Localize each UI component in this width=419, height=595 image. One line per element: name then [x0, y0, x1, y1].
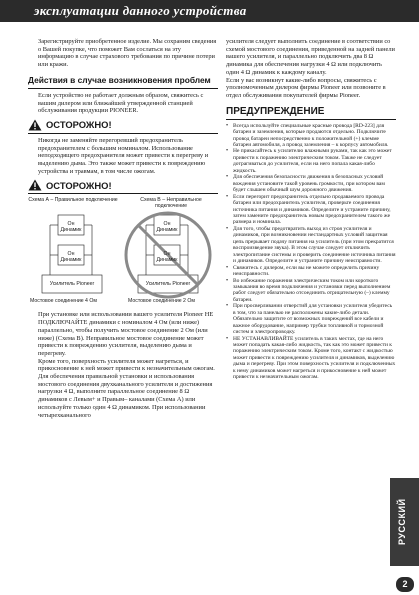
contact-paragraph: Если у вас возникнут какие-либо вопросы, свяжитесь с уполномоченным дилером фирмы Pioneer или позвоните в отдел обслуживания покупателей фирмы Pioneer.: [226, 76, 386, 99]
bridge-connection-diagram: [28, 197, 218, 307]
scheme-b-title: Схема В – Неправильное подключение: [140, 197, 202, 210]
divider: [28, 193, 218, 194]
overheat-paragraph: Кроме того, поверхность усилителя может нагреться, и прикосновение к ней может привести к незначительным ожогам. Для обеспечения правильной установки и использования мостового соединения двухканального усилителя и достижения нагрузки 4 Ω, выполните параллельное соединение 8 Ω динамиков с Левым+ и Правым– каналами (Схема А) или используйте только один 4 Ω динамиком. При использовании четырехканального: [38, 357, 215, 419]
warning-list: [226, 123, 396, 381]
list-item: • Во избежание поражения электрическим током или короткого замыкания во время подключения и установки перед выполнением работ следует обязательно отсоединить отрицательную (–) клемму батареи.: [226, 278, 396, 304]
left-column: [28, 38, 218, 419]
warning-block-1: [28, 119, 218, 131]
list-item: • Если перегорит предохранитель отдельно продаваемого провода батареи или предохранитель усилителя, проверьте соединения источника питания и динамиков. Определите и устраните причину, затем замените предохранитель новым предохранителем такого же размера и номинала.: [226, 194, 396, 226]
problem-paragraph: Если устройство не работает должным образом, свяжитесь с вашим дилером или ближайшей утвержденной станцией обслуживания продукции PIONEER.: [38, 91, 204, 115]
speaker-label: Он Динамик: [156, 251, 178, 264]
warning-heading: ПРЕДУПРЕЖДЕНИЕ: [226, 105, 325, 117]
divider: [28, 88, 218, 89]
header-bar: [0, 0, 419, 22]
speaker-label: Он Динамик: [60, 251, 82, 264]
caption-scheme-b: Мостовое соединение 2 Ом: [128, 298, 195, 305]
amplifier-label: Усилитель Pioneer: [145, 281, 191, 288]
warning-triangle-icon: [28, 179, 42, 191]
caption-scheme-a: Мостовое соединение 4 Ом: [30, 298, 97, 305]
speaker-label: Он Динамик: [60, 221, 82, 234]
list-item: • Свяжитесь с дилером, если вы не можете определить причину неисправности.: [226, 265, 396, 278]
list-item: • Для того, чтобы предотвратить выход из строя усилителя и динамиков, при возникновении нестандартных условий защитная цепь прерывает подачу питания на усилитель (при этом прекратится воспроизведение звука). В этом случае следует отключить электропитание системы и проверить соединение источника питания и динамиков. Определите и устраните причину неисправности.: [226, 226, 396, 265]
amplifier-label: Усилитель Pioneer: [49, 281, 95, 288]
right-column: [226, 38, 396, 381]
list-item: • Всегда используйте специальные красные провода [RD-223] для батареи и заземления, которые продаются отдельно. Подключите провод батареи непосредственно к положительной (+) клемме батареи автомобиля, а провод заземления – к корпусу автомобиля.: [226, 123, 396, 149]
divider: [28, 133, 218, 134]
warning-paragraph-1: Никогда не заменяйте перегоревший предохранитель предохранителем с большим номиналом. Использование неподходящего предохранителя может привести к перегреву и выделению дыма. Это также может привести к повреждению устройства и травмам, в том числе ожогам.: [38, 136, 209, 175]
warning-title-1: ОСТОРОЖНО!: [46, 119, 112, 131]
continuation-paragraph: усилителя следует выполнить соединение в соответствии со схемой мостового соединения, приведенной на задней панели вашего усилителя, и параллельно подключить два 8 Ω динамика для обеспечения нагрузки 4 Ω или подключить один 4 Ω динамик к каждому каналу.: [226, 38, 395, 76]
scheme-a-title: Схема А – Правильное подключение: [28, 197, 118, 204]
language-tab: [390, 478, 419, 566]
language-tab-label: РУССКИЙ: [397, 498, 407, 546]
divider: [226, 119, 396, 120]
list-item: • НЕ УСТАНАВЛИВАЙТЕ усилитель в таких местах, где на него может попадать какая-либо жидкость, так как это может привести к поражению электрическим током. Кроме того, контакт с жидкостью может привести к повреждению усилителя и динамиков, выделению дыма и перегреву. При этом поверхность усилителя и подключенных к нему динамиков может нагреться и прикосновение к ней может привести к незначительным ожогам.: [226, 336, 396, 381]
bridge-paragraph: При установке или использовании вашего усилителя Pioneer НЕ ПОДКЛЮЧАЙТЕ динамики с номиналом 4 Ом (или ниже) параллельно, чтобы получить мостовое соединение 2 Ом (или ниже) (Схема В). Неправильное мостовое соединение может привести к повреждению усилителя, выделению дыма и перегреву.: [38, 311, 214, 357]
problem-heading: Действия в случае возникновения проблем: [28, 74, 211, 85]
intro-paragraph: Зарегистрируйте приобретенное изделие. Мы сохраним сведения о Вашей покупке, что поможет Вам сослаться на эту информацию в случае страхового требования по причине потери или кражи.: [38, 38, 217, 69]
list-item: • Не прикасайтесь к усилителю влажными руками, так как это может привести к поражению электрическим током. Также не следует дотрагиваться до усилителя, если на него попала какая-либо жидкость.: [226, 148, 396, 174]
warning-title-2: ОСТОРОЖНО!: [46, 179, 112, 191]
page-title: эксплуатации данного устройства: [34, 3, 247, 18]
speaker-label: Он Динамик: [156, 221, 178, 234]
list-item: • Для обеспечения безопасности движения в безопасных условий вождения установите такой уровень громкости, при котором вам будет слышен обычный шум дорожного движения.: [226, 174, 396, 193]
warning-triangle-icon: [28, 119, 42, 131]
page-number: 2: [396, 577, 414, 592]
list-item: • При просверливании отверстий для установки усилителя убедитесь в том, что за панелью не расположены какие-либо детали. Обязательно защитите от возможных повреждений все кабели и важное оборудование, например трубки топливной и тормозной систем и электропроводку.: [226, 303, 396, 335]
warning-block-2: [28, 179, 218, 191]
